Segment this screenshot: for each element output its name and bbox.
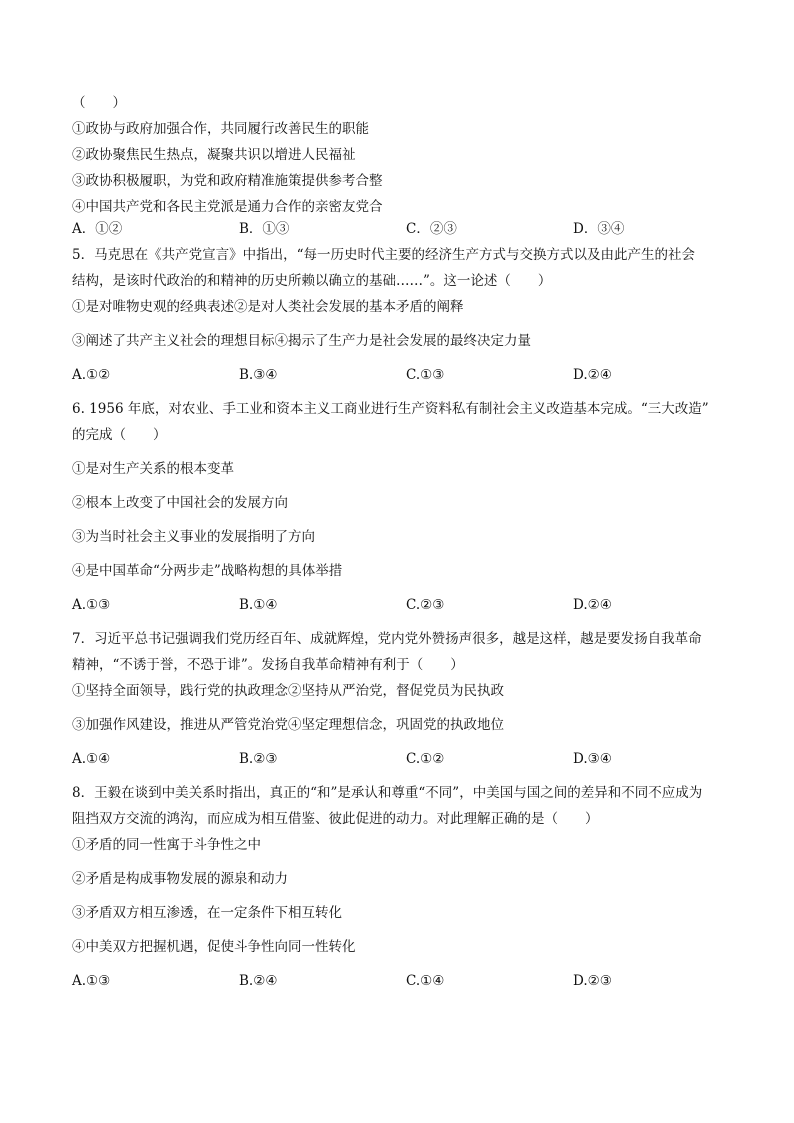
question-6 [72, 398, 724, 616]
question-4-tail: （ ） [72, 95, 126, 111]
question-8-option-c[interactable]: C.①④ [406, 973, 445, 989]
question-6-option-a[interactable]: A.①③ [72, 597, 111, 613]
question-8-item-4: ④中美双方把握机遇，促使斗争性向同一性转化 [72, 939, 356, 955]
question-7-option-d[interactable]: D.③④ [573, 751, 612, 767]
question-4-item-4: ④中国共产党和各民主党派是通力合作的亲密友党合 [72, 199, 383, 215]
question-4 [72, 92, 724, 240]
question-4-option-a[interactable]: A．①② [72, 221, 123, 237]
question-5-option-b[interactable]: B.③④ [239, 367, 278, 383]
question-5-item-1: ①是对唯物史观的经典表述②是对人类社会发展的基本矛盾的阐释 [72, 299, 464, 315]
question-7-item-2: ③加强作风建设，推进从严管党治党④坚定理想信念，巩固党的执政地位 [72, 717, 504, 733]
question-4-item-3: ③政协积极履职，为党和政府精准施策提供参考合整 [72, 173, 383, 189]
question-7-stem-line-1: 7．习近平总书记强调我们党历经百年、成就辉煌，党内党外赞扬声很多，越是这样，越是要发扬自我革命 [72, 631, 702, 647]
question-7-option-a[interactable]: A.①④ [72, 751, 111, 767]
question-8-stem-line-1: 8．王毅在谈到中美关系时指出，真正的“和”是承认和尊重“不同”，中美国与国之间的差异和不同不应成为 [72, 785, 703, 801]
question-6-item-3: ③为当时社会主义事业的发展指明了方向 [72, 529, 315, 545]
question-5-stem-line-2: 结构，是该时代政治的和精神的历史所赖以确立的基础……”。这一论述（ ） [72, 273, 552, 289]
question-5-option-d[interactable]: D.②④ [573, 367, 612, 383]
question-7-item-1: ①坚持全面领导，践行党的执政理念②坚持从严治党，督促党员为民执政 [72, 683, 504, 699]
question-7 [72, 628, 724, 770]
question-8-option-d[interactable]: D.②③ [573, 973, 612, 989]
question-4-item-1: ①政协与政府加强合作，共同履行改善民生的职能 [72, 121, 369, 137]
question-6-option-b[interactable]: B.①④ [239, 597, 278, 613]
question-6-stem-line-1: 6. 1956 年底，对农业、手工业和资本主义工商业进行生产资料私有制社会主义改造基本完成。“三大改造” [72, 401, 709, 417]
question-5-option-a[interactable]: A.①② [72, 367, 111, 383]
question-5-stem-line-1: 5．马克思在《共产党宣言》中指出，“每一历史时代主要的经济生产方式与交换方式以及由此产生的社会 [72, 247, 695, 263]
question-6-option-c[interactable]: C.②③ [406, 597, 445, 613]
question-6-item-4: ④是中国革命“分两步走”战略构想的具体举措 [72, 563, 343, 579]
question-8-item-1: ①矛盾的同一性寓于斗争性之中 [72, 837, 261, 853]
question-6-item-2: ②根本上改变了中国社会的发展方向 [72, 495, 288, 511]
question-8-item-2: ②矛盾是构成事物发展的源泉和动力 [72, 871, 288, 887]
question-8-option-a[interactable]: A.①③ [72, 973, 111, 989]
question-8-option-b[interactable]: B.②④ [239, 973, 278, 989]
question-5-item-2: ③阐述了共产主义社会的理想目标④揭示了生产力是社会发展的最终决定力量 [72, 333, 531, 349]
question-6-stem-line-2: 的完成（ ） [72, 427, 167, 443]
question-5-option-c[interactable]: C.①③ [406, 367, 445, 383]
question-4-option-b[interactable]: B．①③ [239, 221, 290, 237]
question-5-options [72, 364, 724, 386]
question-6-item-1: ①是对生产关系的根本变革 [72, 461, 234, 477]
question-8-item-3: ③矛盾双方相互渗透，在一定条件下相互转化 [72, 905, 342, 921]
question-4-option-d[interactable]: D．③④ [573, 221, 625, 237]
question-4-item-2: ②政协聚焦民生热点，凝聚共识以增进人民福祉 [72, 147, 356, 163]
question-6-option-d[interactable]: D.②④ [573, 597, 612, 613]
question-7-options [72, 748, 724, 770]
question-5 [72, 244, 724, 386]
question-7-stem-line-2: 精神，“不诱于誉，不恐于诽”。发扬自我革命精神有利于（ ） [72, 657, 464, 673]
question-8-stem-line-2: 阻挡双方交流的鸿沟，而应成为相互借鉴、彼此促进的动力。对此理解正确的是（ ） [72, 811, 599, 827]
question-4-options [72, 218, 724, 240]
question-7-option-b[interactable]: B.②③ [239, 751, 278, 767]
question-7-option-c[interactable]: C.①② [406, 751, 445, 767]
question-6-options [72, 594, 724, 616]
question-4-option-c[interactable]: C．②③ [406, 221, 457, 237]
question-8 [72, 782, 724, 992]
question-8-options [72, 970, 724, 992]
